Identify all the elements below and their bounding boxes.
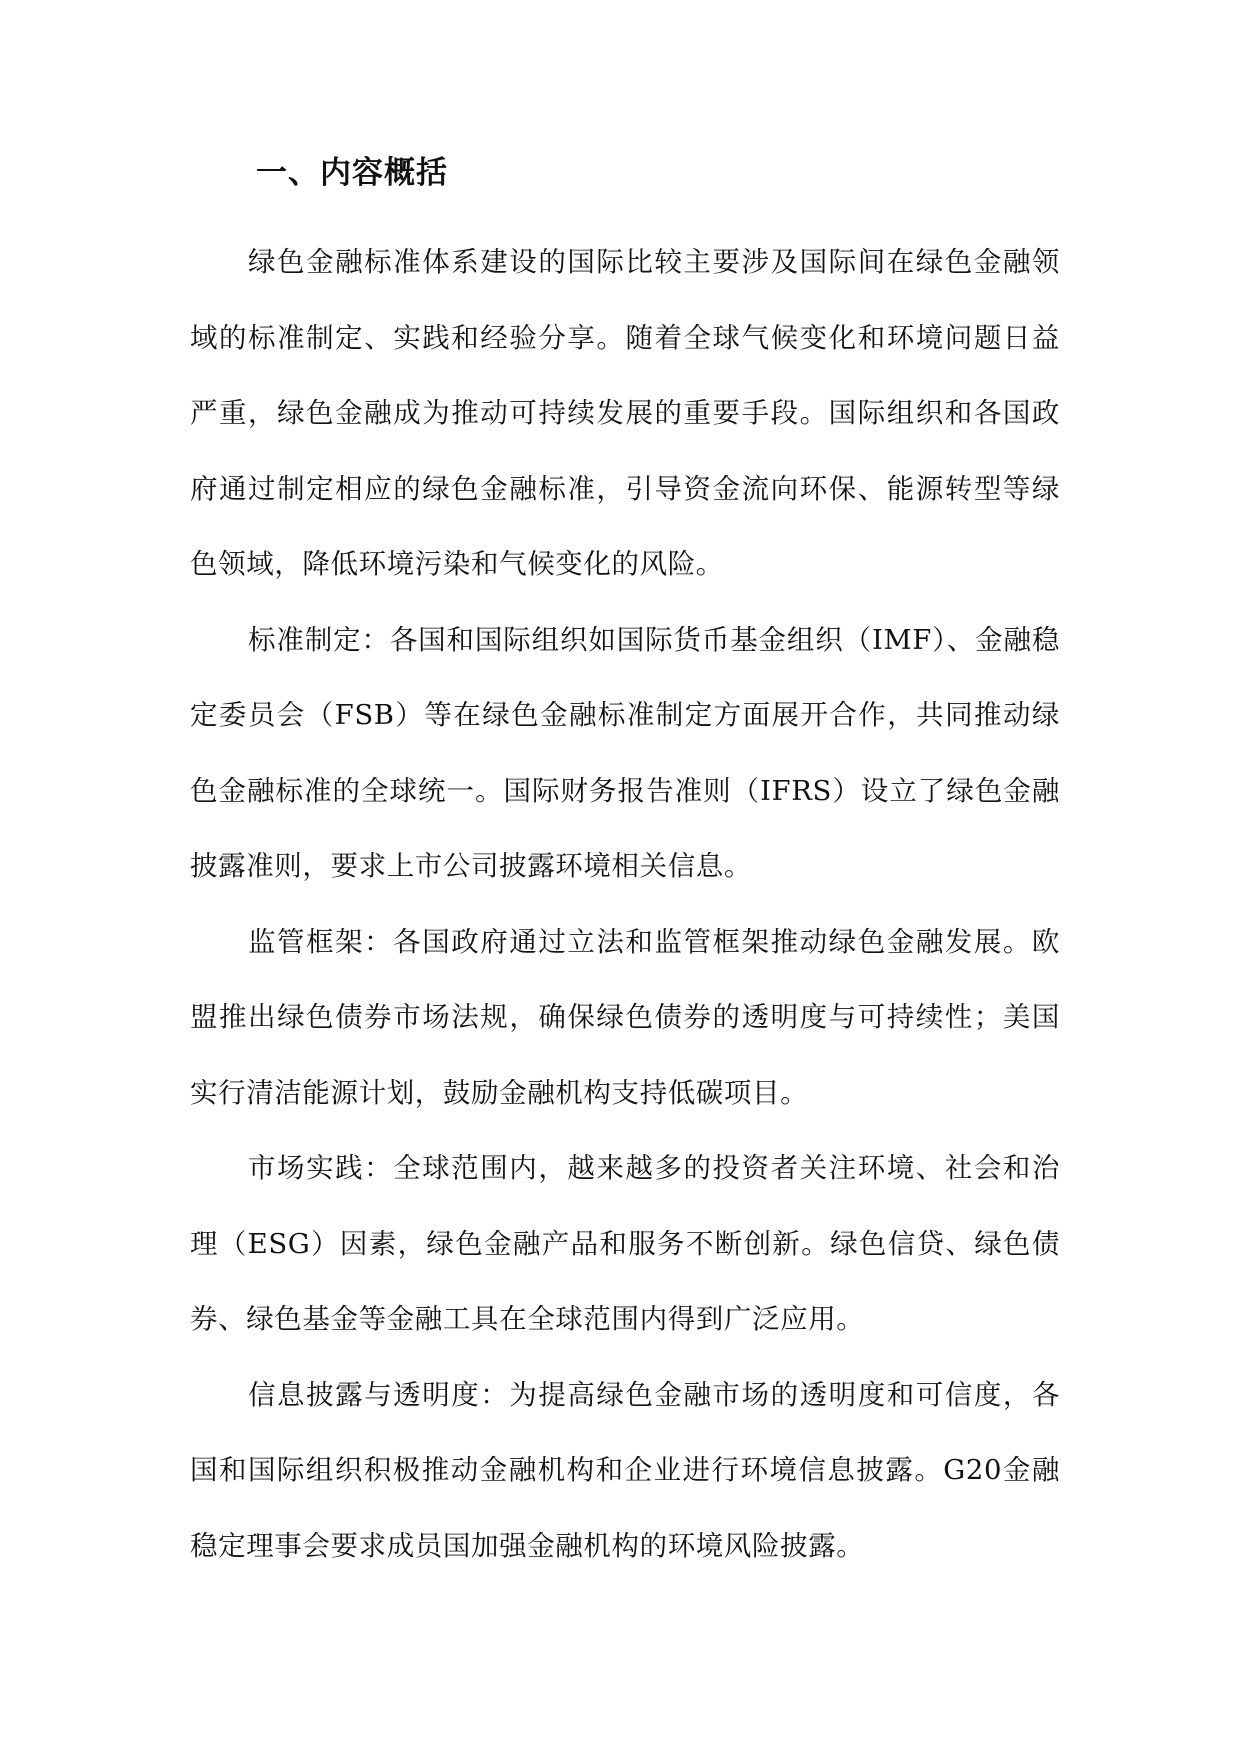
section-heading: 一、内容概括 (256, 155, 448, 191)
body-text (190, 225, 1060, 1584)
paragraph-disclosure: 信息披露与透明度：为提高绿色金融市场的透明度和可信度，各国和国际组织积极推动金融机构和企业进行环境信息披露。G20金融稳定理事会要求成员国加强金融机构的环境风险披露。 (190, 1378, 1060, 1562)
paragraph-overview: 绿色金融标准体系建设的国际比较主要涉及国际间在绿色金融领域的标准制定、实践和经验分享。随着全球气候变化和环境问题日益严重，绿色金融成为推动可持续发展的重要手段。国际组织和各国政府通过制定相应的绿色金融标准，引导资金流向环保、能源转型等绿色领域，降低环境污染和气候变化的风险。 (190, 246, 1060, 580)
paragraph-standard-setting: 标准制定：各国和国际组织如国际货币基金组织（IMF）、金融稳定委员会（FSB）等在绿色金融标准制定方面展开合作，共同推动绿色金融标准的全球统一。国际财务报告准则（IFRS）设立了绿色金融披露准则，要求上市公司披露环境相关信息。 (190, 623, 1060, 882)
paragraph-regulatory-framework: 监管框架：各国政府通过立法和监管框架推动绿色金融发展。欧盟推出绿色债券市场法规，确保绿色债券的透明度与可持续性；美国实行清洁能源计划，鼓励金融机构支持低碳项目。 (190, 925, 1060, 1109)
paragraph-market-practice: 市场实践：全球范围内，越来越多的投资者关注环境、社会和治理（ESG）因素，绿色金融产品和服务不断创新。绿色信贷、绿色债券、绿色基金等金融工具在全球范围内得到广泛应用。 (190, 1152, 1060, 1335)
